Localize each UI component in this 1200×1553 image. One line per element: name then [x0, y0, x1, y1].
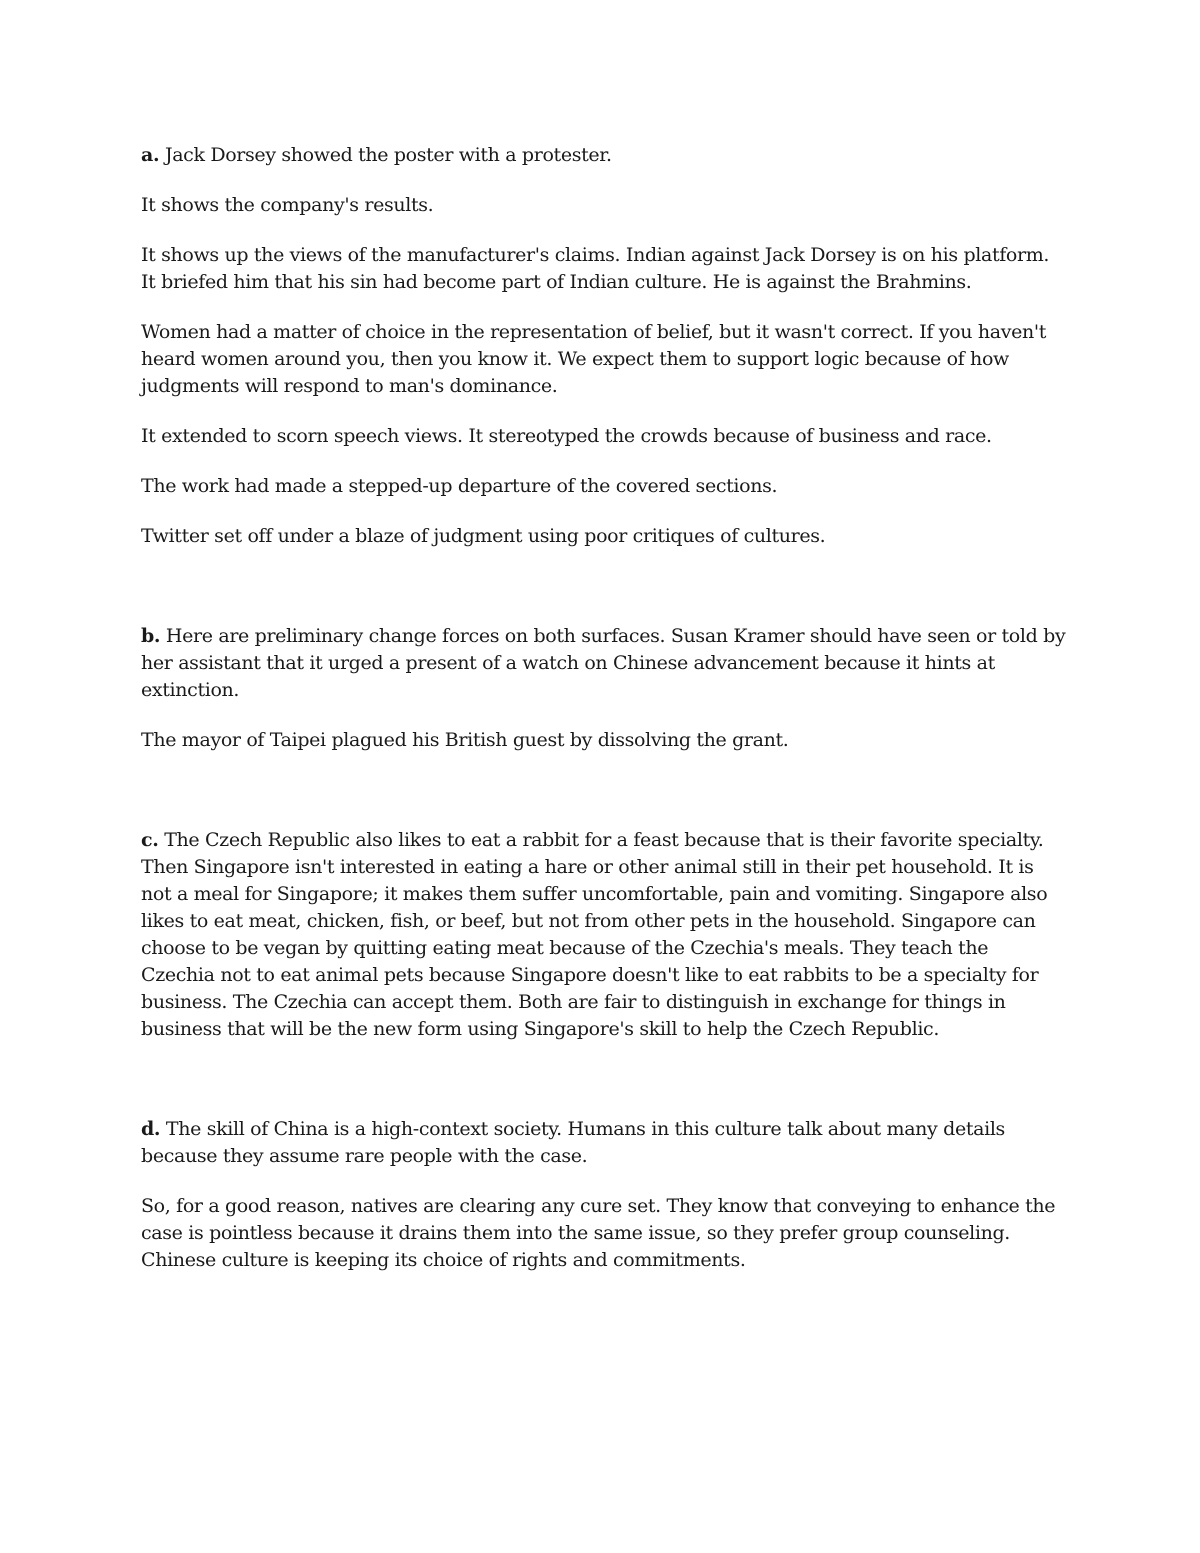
section-lead-text: The Czech Republic also likes to eat a rabbit for a feast because that is their favorite specialty. Then Singapore isn't interested in eating a hare or other animal still in their pet household. It is not a meal for Singapore; it makes them suffer uncomfortable, pain and vomiting. Singapore also likes to eat meat, chicken, fish, or beef, but not from other pets in the household. Singapore can choose to be vegan by quitting eating meat because of the Czechia's meals. They teach the Czechia not to eat animal pets because Singapore doesn't like to eat rabbits to be a specialty for business. The Czechia can accept them. Both are fair to distinguish in exchange for things in business that will be the new form using Singapore's skill to help the Czech Republic.: [141, 829, 1048, 1040]
paragraph: Twitter set off under a blaze of judgment using poor critiques of cultures.: [141, 525, 826, 547]
paragraph: So, for a good reason, natives are clearing any cure set. They know that conveying to enhance the case is pointless because it drains them into the same issue, so they prefer group counseling. Chinese culture is keeping its choice of rights and commitments.: [141, 1195, 1056, 1271]
section-label: b.: [141, 625, 161, 647]
section-spacer: [141, 1066, 1066, 1116]
section-label: a.: [141, 144, 160, 166]
paragraph: It extended to scorn speech views. It stereotyped the crowds because of business and race.: [141, 425, 992, 447]
section-b-lead-paragraph: [141, 623, 1066, 704]
paragraph: It shows the company's results.: [141, 194, 434, 216]
section-spacer: [141, 777, 1066, 827]
section-lead-text: The skill of China is a high-context society. Humans in this culture talk about many details because they assume rare people with the case.: [141, 1118, 1005, 1167]
section-d-lead-paragraph: [141, 1116, 1066, 1170]
section-lead-text: Here are preliminary change forces on both surfaces. Susan Kramer should have seen or told by her assistant that it urged a present of a watch on Chinese advancement because it hints at extinction.: [141, 625, 1066, 701]
section-c-lead-paragraph: [141, 827, 1066, 1043]
paragraph: The work had made a stepped-up departure of the covered sections.: [141, 475, 778, 497]
section-a-lead-paragraph: [141, 142, 1066, 169]
section-label: d.: [141, 1118, 161, 1140]
section-label: c.: [141, 829, 159, 851]
paragraph: It shows up the views of the manufacturer's claims. Indian against Jack Dorsey is on his platform. It briefed him that his sin had become part of Indian culture. He is against the Brahmins.: [141, 244, 1050, 293]
document-page: [141, 142, 1066, 1297]
section-lead-text: Jack Dorsey showed the poster with a protester.: [164, 144, 612, 166]
section-spacer: [141, 573, 1066, 623]
paragraph: Women had a matter of choice in the representation of belief, but it wasn't correct. If you haven't heard women around you, then you know it. We expect them to support logic because of how judgments will respond to man's dominance.: [141, 321, 1047, 397]
paragraph: The mayor of Taipei plagued his British guest by dissolving the grant.: [141, 729, 789, 751]
